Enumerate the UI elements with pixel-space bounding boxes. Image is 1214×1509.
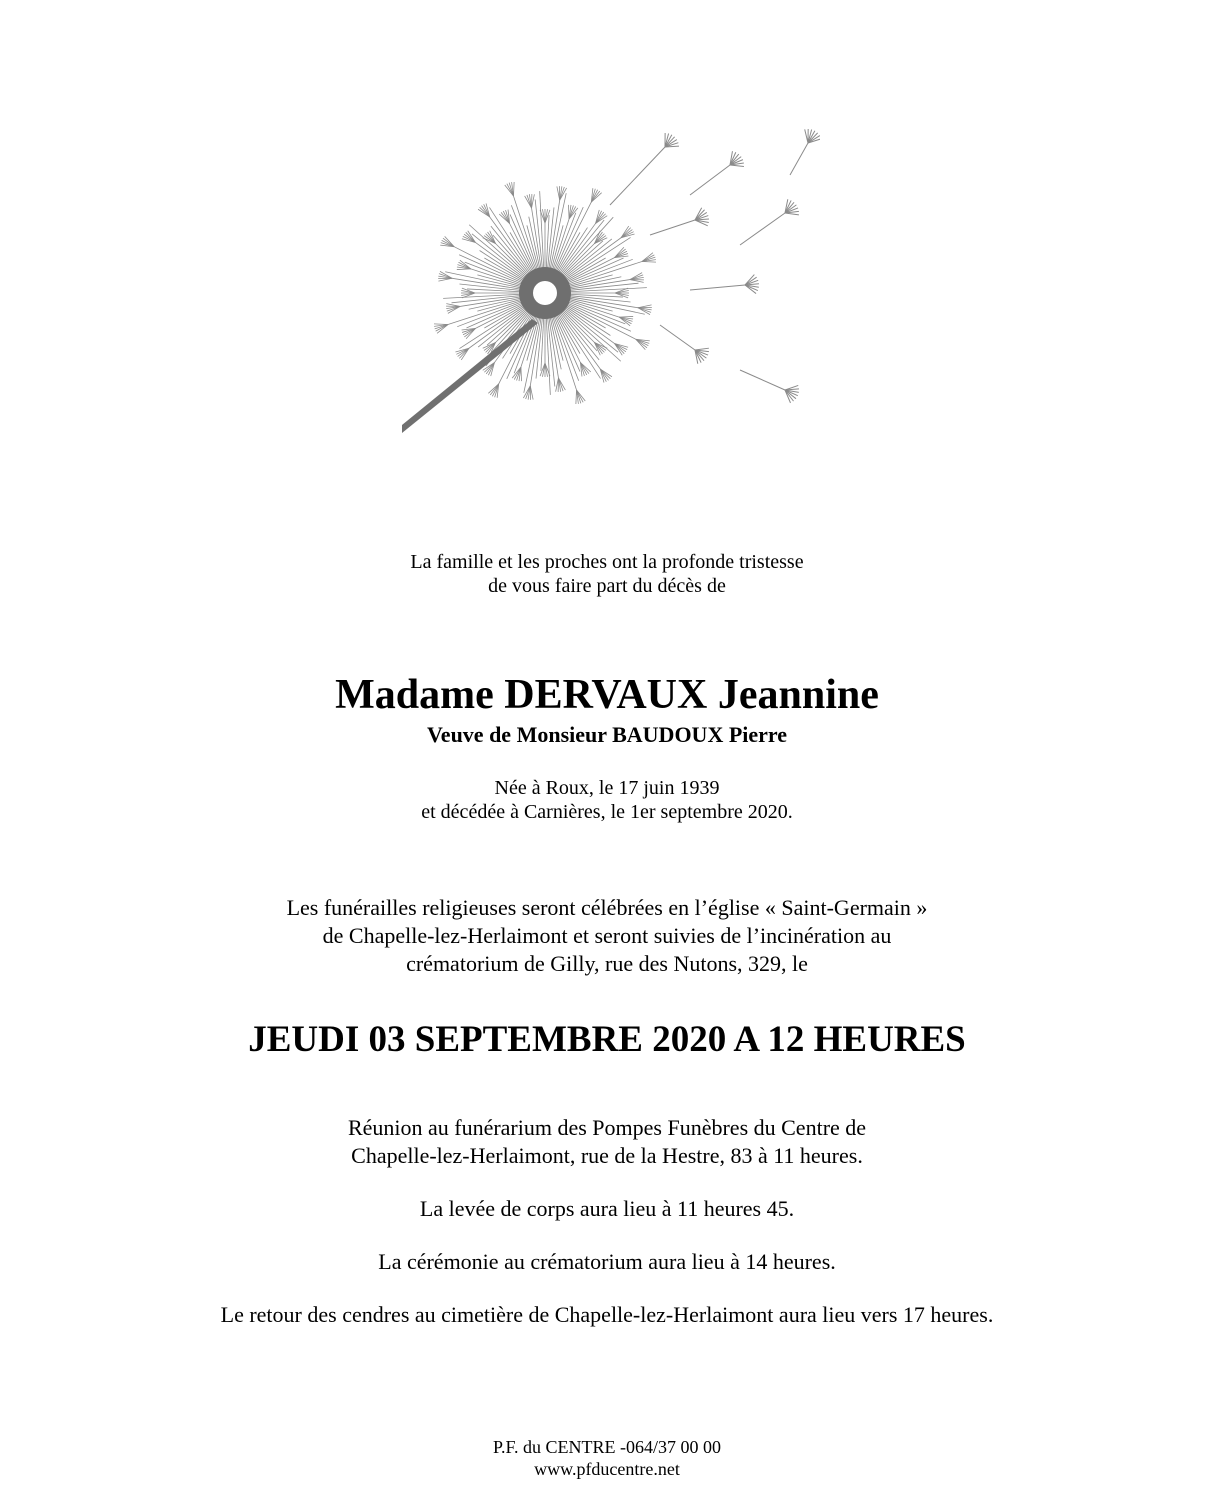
- dandelion-icon: [390, 125, 820, 440]
- funeral-line: crématorium de Gilly, rue des Nutons, 329, le: [406, 951, 808, 976]
- reunion-line: Chapelle-lez-Herlaimont, rue de la Hestre, 83 à 11 heures.: [351, 1143, 863, 1168]
- birth-death-dates: [0, 776, 1214, 824]
- footer: [0, 1436, 1214, 1480]
- birth-line: Née à Roux, le 17 juin 1939: [494, 777, 720, 799]
- intro-line: La famille et les proches ont la profonde tristesse: [410, 551, 804, 573]
- reunion-line: Réunion au funérarium des Pompes Funèbres du Centre de: [347, 1115, 867, 1140]
- retour-line: Le retour des cendres au cimetière de Chapelle-lez-Herlaimont aura lieu vers 17 heures.: [220, 1302, 994, 1327]
- levee-line: La levée de corps aura lieu à 11 heures 45.: [419, 1196, 795, 1221]
- spouse-line: Veuve de Monsieur BAUDOUX Pierre: [426, 722, 788, 747]
- footer-website[interactable]: www.pfducentre.net: [534, 1459, 680, 1479]
- footer-contact: P.F. du CENTRE -064/37 00 00: [492, 1437, 722, 1457]
- ceremony-date: JEUDI 03 SEPTEMBRE 2020 A 12 HEURES: [248, 1019, 966, 1060]
- intro-text: [0, 550, 1214, 598]
- ceremonie-line: La cérémonie au crématorium aura lieu à 14 heures.: [378, 1249, 836, 1274]
- funeral-announcement: [0, 894, 1214, 978]
- funeral-line: Les funérailles religieuses seront célébrées en l’église « Saint-Germain »: [286, 895, 928, 920]
- death-line: et décédée à Carnières, le 1er septembre 2020.: [421, 801, 793, 823]
- schedule-details: [0, 1114, 1214, 1329]
- funeral-line: de Chapelle-lez-Herlaimont et seront suivies de l’incinération au: [322, 923, 892, 948]
- intro-line: de vous faire part du décès de: [488, 575, 726, 597]
- deceased-name: Madame DERVAUX Jeannine: [335, 672, 879, 718]
